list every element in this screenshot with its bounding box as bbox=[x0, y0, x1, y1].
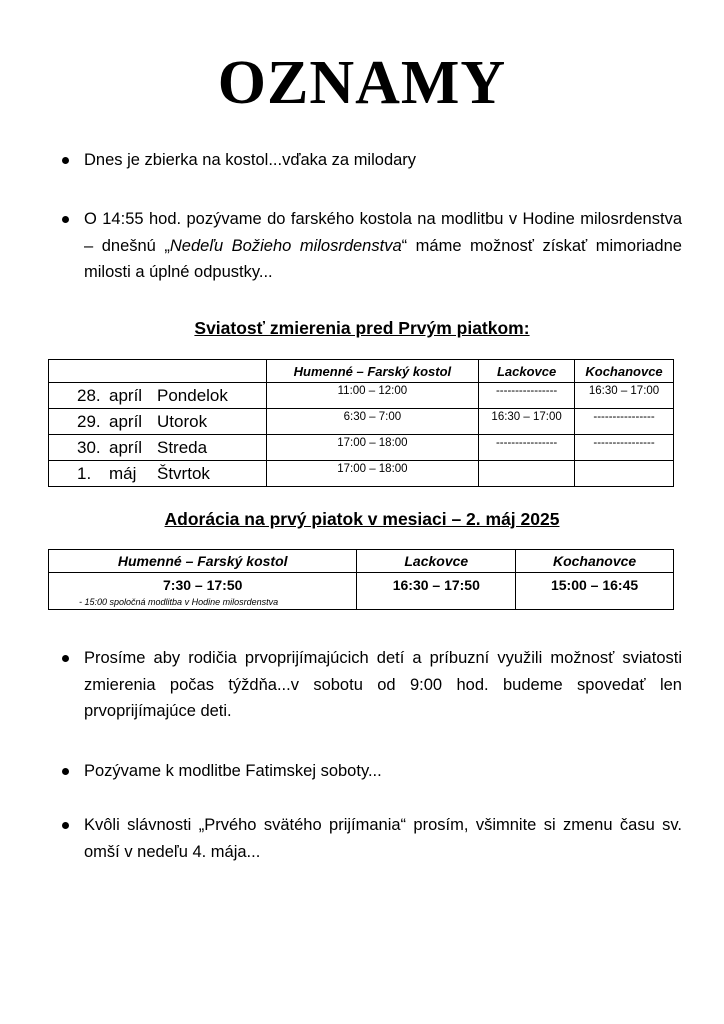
time-cell: ---------------- bbox=[575, 435, 674, 461]
time-cell: 6:30 – 7:00 bbox=[266, 409, 479, 435]
table-row bbox=[49, 461, 674, 487]
announcement-text: Kvôli slávnosti „Prvého svätého prijímania“ prosím, všimnite si zmenu času sv. omší v nedeľu 4. mája... bbox=[84, 816, 682, 861]
time-cell: 16:30 – 17:50 bbox=[357, 573, 516, 610]
announcement-item bbox=[62, 812, 682, 865]
adoration-heading: Adorácia na prvý piatok v mesiaci – 2. máj 2025 bbox=[164, 509, 560, 529]
announcement-item bbox=[62, 147, 682, 174]
italic-phrase: Nedeľu Božieho milosrdenstva bbox=[169, 236, 402, 255]
adoration-time: 7:30 – 17:50 bbox=[163, 577, 243, 593]
table-header-row bbox=[49, 550, 674, 573]
bullet-icon bbox=[62, 768, 69, 775]
announcement-text: Dnes je zbierka na kostol...vďaka za milodary bbox=[84, 151, 417, 169]
table-row bbox=[49, 383, 674, 409]
table-row bbox=[49, 573, 674, 610]
date-cell: 1. máj Štvrtok bbox=[49, 461, 267, 487]
time-cell: ---------------- bbox=[479, 435, 575, 461]
adoration-table bbox=[48, 549, 674, 610]
announcement-item bbox=[62, 758, 682, 785]
column-header bbox=[49, 360, 267, 383]
time-cell bbox=[479, 461, 575, 487]
time-cell: ---------------- bbox=[575, 409, 674, 435]
time-cell: 15:00 – 16:45 bbox=[516, 573, 674, 610]
time-cell bbox=[575, 461, 674, 487]
announcement-text: O 14:55 hod. pozývame do farského kostola na modlitbu v Hodine milosrdenstva – dnešnú „Nedeľu Božieho milosrdenstva“ máme možnosť získať mimoriadne milosti a úplné odpustky... bbox=[84, 210, 682, 281]
time-cell: ---------------- bbox=[479, 383, 575, 409]
announcement-item bbox=[62, 645, 682, 725]
announcement-text: Prosíme aby rodičia prvoprijímajúcich detí a príbuzní využili možnosť sviatosti zmierenia počas týždňa...v sobotu od 9:00 hod. budeme spovedať len prvoprijímajúce deti. bbox=[84, 649, 682, 720]
column-header: Lackovce bbox=[357, 550, 516, 573]
time-cell bbox=[49, 573, 357, 610]
column-header: Kochanovce bbox=[516, 550, 674, 573]
adoration-note: - 15:00 spoločná modlitba v Hodine milosrdenstva bbox=[79, 597, 279, 607]
date-cell: 30. apríl Streda bbox=[49, 435, 267, 461]
time-cell: 11:00 – 12:00 bbox=[266, 383, 479, 409]
column-header: Kochanovce bbox=[575, 360, 674, 383]
table-row bbox=[49, 409, 674, 435]
confession-heading: Sviatosť zmierenia pred Prvým piatkom: bbox=[194, 318, 530, 338]
time-cell: 17:00 – 18:00 bbox=[266, 435, 479, 461]
confession-table bbox=[48, 359, 674, 487]
date-cell: 29. apríl Utorok bbox=[49, 409, 267, 435]
time-cell: 17:00 – 18:00 bbox=[266, 461, 479, 487]
time-cell: 16:30 – 17:00 bbox=[479, 409, 575, 435]
announcement-text: Pozývame k modlitbe Fatimskej soboty... bbox=[84, 762, 382, 780]
table-header-row bbox=[49, 360, 674, 383]
table-row bbox=[49, 435, 674, 461]
bullet-icon bbox=[62, 655, 69, 662]
date-cell: 28. apríl Pondelok bbox=[49, 383, 267, 409]
column-header: Humenné – Farský kostol bbox=[266, 360, 479, 383]
bullet-icon bbox=[62, 157, 69, 164]
column-header: Humenné – Farský kostol bbox=[49, 550, 357, 573]
bullet-icon bbox=[62, 216, 69, 223]
bullet-icon bbox=[62, 822, 69, 829]
announcement-item bbox=[62, 206, 682, 286]
time-cell: 16:30 – 17:00 bbox=[575, 383, 674, 409]
page-title: OZNAMY bbox=[217, 49, 507, 117]
column-header: Lackovce bbox=[479, 360, 575, 383]
